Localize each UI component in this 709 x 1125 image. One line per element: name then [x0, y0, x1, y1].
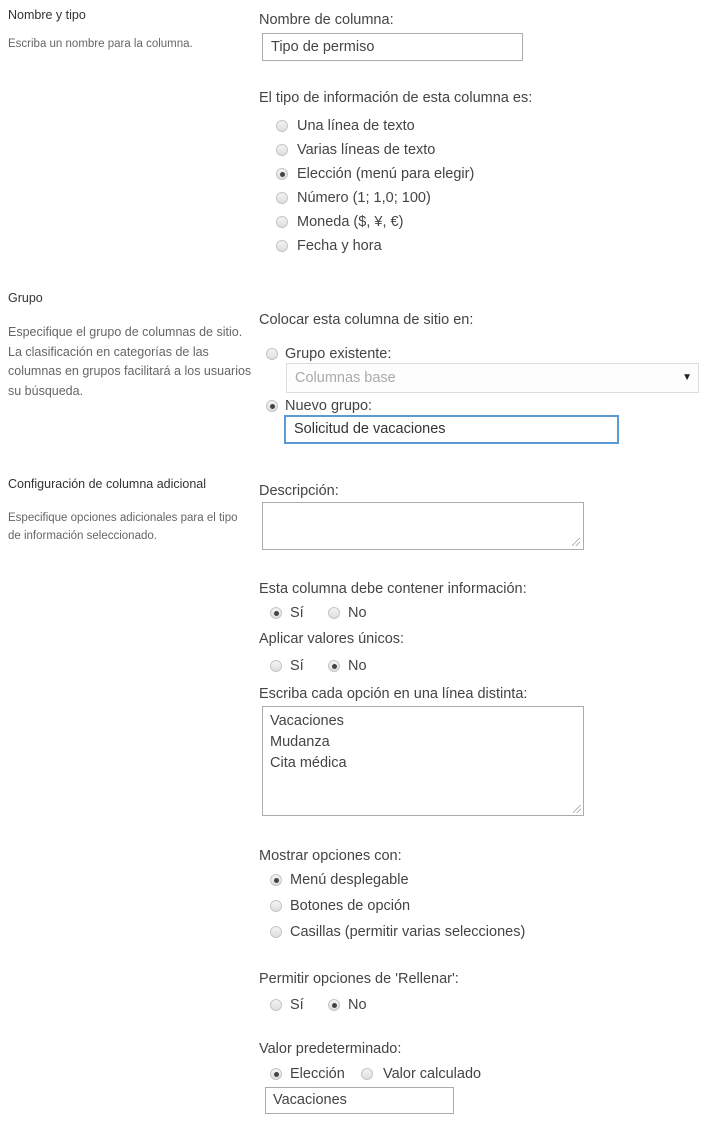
description-textarea[interactable] [262, 502, 584, 550]
info-type-radio[interactable] [276, 168, 288, 180]
description-label: Descripción: [259, 483, 339, 499]
resize-grip-icon[interactable] [573, 805, 581, 813]
default-value-label: Valor predeterminado: [259, 1041, 402, 1057]
info-type-option-label: Fecha y hora [297, 238, 382, 254]
default-choice-label: Elección [290, 1066, 345, 1082]
display-option-label: Botones de opción [290, 898, 411, 914]
required-yes-label: Sí [290, 605, 304, 621]
info-type-radio[interactable] [276, 240, 288, 252]
fill_in-yes-radio[interactable] [270, 999, 282, 1011]
display-option-label: Menú desplegable [290, 872, 409, 888]
info-type-radio[interactable] [276, 192, 288, 204]
new-group-label: Nuevo grupo: [285, 398, 373, 414]
display-option-label: Casillas (permitir varias selecciones) [290, 924, 526, 940]
fill_in-no-radio[interactable] [328, 999, 340, 1011]
required-no-label: No [348, 605, 367, 621]
unique-yes-radio[interactable] [270, 660, 282, 672]
unique-no-label: No [348, 658, 367, 674]
default-calculated-radio[interactable] [361, 1068, 373, 1080]
unique-label: Aplicar valores únicos: [259, 631, 405, 647]
info-type-option-label: Elección (menú para elegir) [297, 166, 475, 182]
section-title-additional: Configuración de columna adicional [8, 477, 207, 491]
display-label: Mostrar opciones con: [259, 848, 402, 864]
info-type-radio[interactable] [276, 144, 288, 156]
existing-group-select[interactable] [286, 363, 699, 393]
chevron-down-icon: ▼ [682, 372, 692, 383]
section-desc-group: Especifique el grupo de columnas de sitio. La clasificación en categorías de las columnas en grupos facilitará a los usuarios su búsqueda. [8, 325, 252, 398]
display-option-radio[interactable] [270, 926, 282, 938]
required-yes-radio[interactable] [270, 607, 282, 619]
new-group-input[interactable]: Solicitud de vacaciones [284, 415, 619, 444]
fill_in-yes-label: Sí [290, 997, 304, 1013]
section-desc-name-type: Escriba un nombre para la columna. [8, 38, 193, 50]
info-type-option-label: Número (1; 1,0; 100) [297, 190, 431, 206]
default-choice-radio[interactable] [270, 1068, 282, 1080]
info-type-option-label: Varias líneas de texto [297, 142, 436, 158]
fill_in-no-label: No [348, 997, 367, 1013]
required-label: Esta columna debe contener información: [259, 581, 527, 597]
existing-group-radio[interactable] [266, 348, 278, 360]
column-name-label: Nombre de columna: [259, 12, 394, 28]
required-no-radio[interactable] [328, 607, 340, 619]
choices-label: Escriba cada opción en una línea distinta: [259, 686, 528, 702]
info-type-option-label: Una línea de texto [297, 118, 415, 134]
existing-group-value: Columnas base [295, 370, 396, 386]
default-value-input[interactable]: Vacaciones [265, 1087, 454, 1114]
group-label: Colocar esta columna de sitio en: [259, 312, 474, 328]
info-type-radio[interactable] [276, 216, 288, 228]
section-desc-additional: Especifique opciones adicionales para el tipo de información seleccionado. [8, 512, 238, 542]
resize-grip-icon[interactable] [572, 538, 582, 548]
info-type-label: El tipo de información de esta columna es: [259, 90, 533, 106]
display-option-radio[interactable] [270, 874, 282, 886]
section-title-name-type: Nombre y tipo [8, 8, 86, 22]
section-title-group: Grupo [8, 291, 43, 305]
choices-textarea[interactable] [262, 706, 584, 816]
info-type-option-label: Moneda ($, ¥, €) [297, 214, 404, 230]
column-name-input[interactable]: Tipo de permiso [262, 33, 523, 61]
default-calculated-label: Valor calculado [383, 1066, 482, 1082]
info-type-radio[interactable] [276, 120, 288, 132]
display-option-radio[interactable] [270, 900, 282, 912]
new-group-radio[interactable] [266, 400, 278, 412]
choice-line: Mudanza [270, 734, 330, 750]
choice-line: Vacaciones [270, 713, 344, 729]
existing-group-label: Grupo existente: [285, 346, 392, 362]
choice-line: Cita médica [270, 755, 347, 771]
unique-yes-label: Sí [290, 658, 304, 674]
unique-no-radio[interactable] [328, 660, 340, 672]
fill-in-label: Permitir opciones de 'Rellenar': [259, 971, 459, 987]
